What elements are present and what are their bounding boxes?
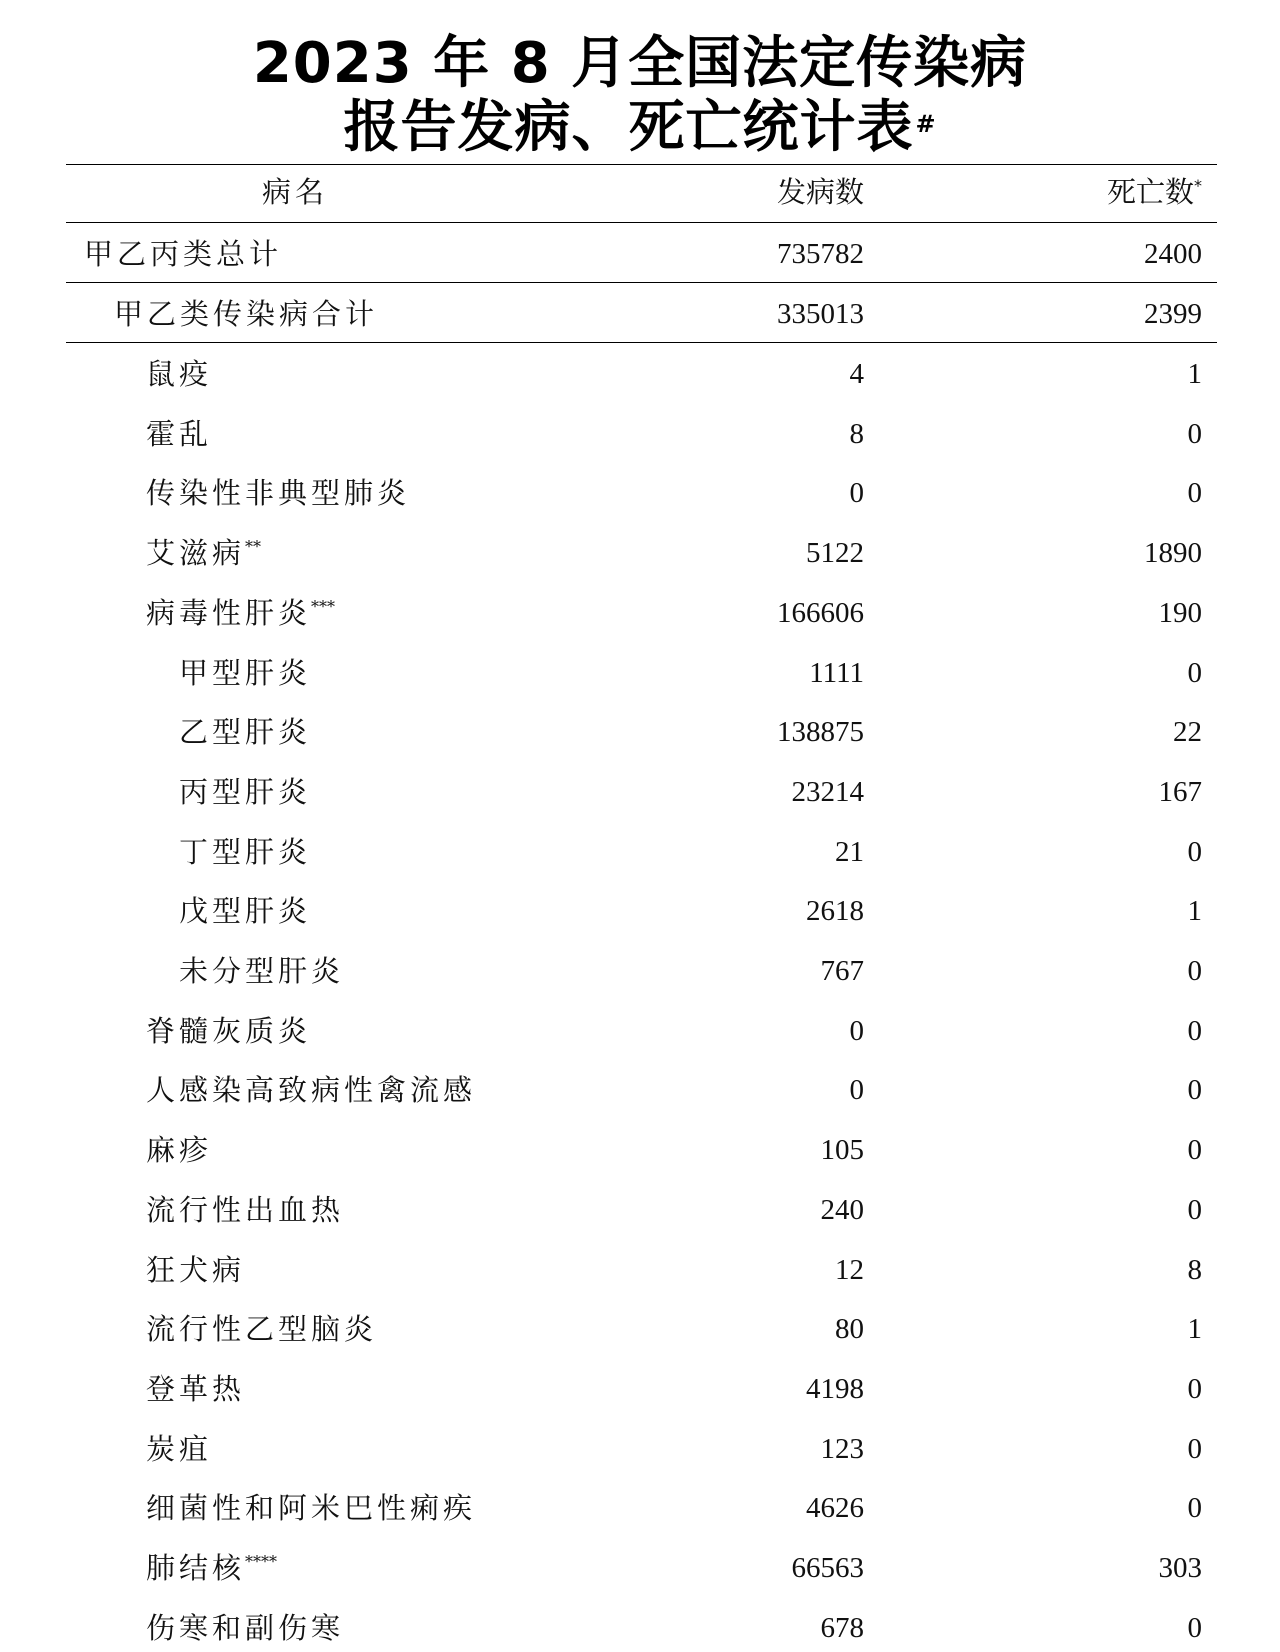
deaths-value: 0 [1187, 417, 1202, 450]
disease-name [114, 290, 378, 338]
disease-name-text: 狂犬病 [146, 1252, 246, 1287]
table-row [66, 1604, 1217, 1652]
disease-name [146, 1544, 277, 1592]
cases-value: 4626 [806, 1492, 864, 1525]
disease-name-text: 未分型肝炎 [179, 954, 345, 988]
deaths-value: 0 [1187, 477, 1202, 510]
page-subtitle [0, 96, 1280, 160]
disease-name-text: 炭疽 [146, 1431, 213, 1466]
disease-name [179, 828, 311, 876]
table-row [66, 1425, 1217, 1473]
deaths-value: 0 [1187, 835, 1202, 868]
cases-value: 0 [849, 1014, 864, 1047]
table-row [66, 1484, 1217, 1532]
deaths-value: 190 [1158, 596, 1202, 629]
column-header-deaths-text: 死亡数 [1106, 175, 1194, 209]
cases-value: 1111 [809, 656, 864, 689]
page-subtitle-text: 报告发病、死亡统计表 [343, 95, 914, 160]
cases-value: 166606 [777, 596, 864, 629]
table-row [66, 230, 1217, 278]
table-row [66, 589, 1217, 637]
disease-name-text: 细菌性和阿米巴性痢疾 [146, 1491, 477, 1526]
disease-name-text: 艾滋病 [146, 536, 246, 571]
disease-name [84, 230, 282, 278]
cases-value: 0 [849, 477, 864, 510]
disease-name [146, 469, 410, 517]
cases-value: 80 [835, 1313, 864, 1346]
deaths-value: 8 [1187, 1253, 1202, 1286]
table-row [66, 887, 1217, 935]
disease-name-text: 脊髓灰质炎 [146, 1013, 312, 1048]
disease-name-text: 丙型肝炎 [179, 774, 312, 809]
disease-name-text: 甲乙类传染病合计 [114, 297, 379, 331]
column-header-deaths [1107, 163, 1202, 221]
disease-name-text: 登革热 [146, 1371, 246, 1406]
footnote-mark: ** [245, 537, 262, 557]
column-header-name: 病名 [262, 175, 329, 209]
table-row [66, 1544, 1217, 1592]
table-row [66, 1246, 1217, 1294]
table-row [66, 1305, 1217, 1353]
deaths-value: 0 [1187, 955, 1202, 987]
deaths-value: 167 [1158, 775, 1202, 808]
disease-name [146, 410, 212, 458]
deaths-value: 0 [1187, 1611, 1202, 1644]
cases-value: 105 [820, 1134, 864, 1167]
disease-name-text: 丁型肝炎 [179, 834, 312, 869]
deaths-value: 0 [1187, 1432, 1202, 1465]
disease-name [179, 887, 311, 935]
disease-name [146, 589, 335, 637]
cases-value: 767 [820, 955, 864, 987]
disease-name [146, 1007, 311, 1055]
disease-name-text: 肺结核 [146, 1551, 246, 1585]
deaths-value: 0 [1187, 1372, 1202, 1405]
disease-name-text: 麻疹 [146, 1133, 213, 1168]
cases-value: 123 [820, 1432, 864, 1465]
disease-name [146, 1484, 476, 1532]
disease-name-text: 鼠疫 [146, 357, 213, 391]
deaths-value: 2400 [1144, 238, 1202, 270]
disease-name-text: 甲乙丙类总计 [84, 237, 283, 271]
cases-value: 21 [835, 835, 864, 868]
footnote-mark: **** [245, 1552, 278, 1571]
disease-name [146, 350, 212, 398]
deaths-value: 1 [1187, 895, 1202, 928]
table-row [66, 1126, 1217, 1174]
cases-value: 23214 [791, 775, 864, 808]
disease-name-text: 流行性出血热 [146, 1192, 345, 1227]
deaths-value: 0 [1187, 1014, 1202, 1047]
cases-value: 12 [835, 1253, 864, 1286]
deaths-value: 22 [1173, 716, 1202, 749]
table-row [66, 649, 1217, 697]
page-title: 2023 年 8 月全国法定传染病 [252, 31, 1028, 96]
disease-name-text: 戊型肝炎 [179, 894, 312, 929]
disease-name [146, 1425, 212, 1473]
header-bottom-rule [66, 222, 1217, 223]
table-row [66, 350, 1217, 398]
table-row [66, 828, 1217, 876]
deaths-value: 1 [1187, 1313, 1202, 1346]
disease-name [179, 708, 311, 756]
table-row [66, 768, 1217, 816]
disease-name-text: 甲型肝炎 [179, 655, 312, 690]
disease-name-text: 传染性非典型肺炎 [146, 476, 411, 511]
disease-name [146, 1186, 344, 1234]
disease-name-text: 人感染高致病性禽流感 [146, 1073, 477, 1108]
disease-name [179, 768, 311, 816]
disease-name-text: 流行性乙型脑炎 [146, 1312, 378, 1347]
cases-value: 5122 [806, 537, 864, 570]
deaths-value: 2399 [1144, 298, 1202, 330]
table-row [66, 529, 1217, 577]
deaths-value: 0 [1187, 1492, 1202, 1525]
disease-name [146, 529, 261, 577]
table-row [66, 469, 1217, 517]
table-row [66, 708, 1217, 756]
deaths-value: 0 [1187, 1074, 1202, 1107]
deaths-value: 303 [1158, 1552, 1202, 1584]
table-row [66, 1007, 1217, 1055]
cases-value: 240 [820, 1193, 864, 1226]
column-header-cases: 发病数 [776, 175, 864, 209]
table-row [66, 1186, 1217, 1234]
deaths-value: 0 [1187, 1134, 1202, 1167]
disease-name [179, 947, 344, 995]
deaths-value: 1890 [1144, 537, 1202, 570]
disease-name [146, 1365, 245, 1413]
cases-value: 678 [820, 1611, 864, 1644]
table-row [66, 1066, 1217, 1114]
disease-name-text: 乙型肝炎 [179, 715, 312, 750]
table-row [66, 947, 1217, 995]
disease-name [146, 1066, 476, 1114]
deaths-value: 0 [1187, 656, 1202, 689]
disease-name [146, 1604, 344, 1652]
cases-value: 66563 [791, 1552, 864, 1584]
subtotal-bottom-rule [66, 342, 1217, 343]
disease-name-text: 病毒性肝炎 [146, 595, 312, 630]
cases-value: 8 [849, 417, 864, 450]
cases-value: 138875 [777, 716, 864, 749]
disease-name [146, 1305, 377, 1353]
disease-name-text: 伤寒和副伤寒 [146, 1610, 345, 1645]
cases-value: 2618 [806, 895, 864, 928]
disease-name-text: 霍乱 [146, 416, 213, 451]
total-bottom-rule [66, 282, 1217, 283]
deaths-value: 0 [1187, 1193, 1202, 1226]
table-row [66, 410, 1217, 458]
disease-name [146, 1246, 245, 1294]
cases-value: 735782 [777, 238, 864, 270]
deaths-value: 1 [1187, 358, 1202, 390]
cases-value: 335013 [777, 298, 864, 330]
cases-value: 4198 [806, 1372, 864, 1405]
footnote-mark: *** [311, 596, 336, 616]
disease-name [146, 1126, 212, 1174]
footnote-mark: # [915, 110, 937, 138]
cases-value: 4 [849, 358, 864, 390]
footnote-mark: * [1194, 176, 1202, 195]
table-header [66, 163, 1217, 221]
disease-name [179, 649, 311, 697]
table-row [66, 1365, 1217, 1413]
cases-value: 0 [849, 1074, 864, 1107]
table-row [66, 290, 1217, 338]
